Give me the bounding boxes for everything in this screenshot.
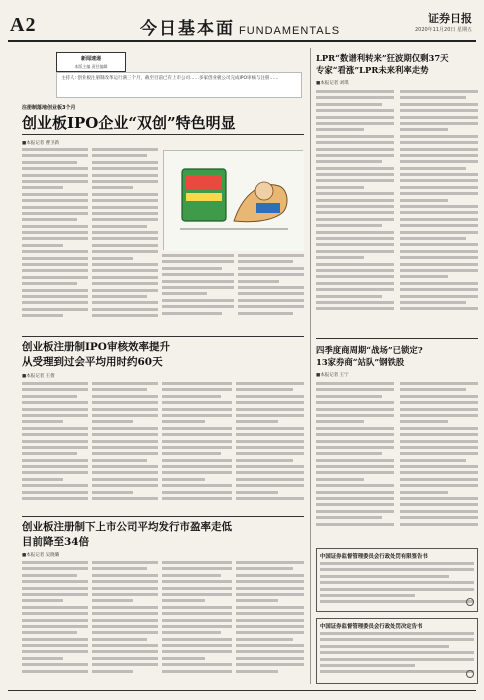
section-tag: 注册制落地创业板3个月 xyxy=(22,105,76,111)
lpr-headline-line1: LPR“数谱利转来”狂波期仅剩37天 xyxy=(316,53,449,63)
review-headline xyxy=(22,340,304,370)
quarter-headline xyxy=(316,344,478,368)
pe-headline-line1: 创业板注册制下上市公司平均发行市盈率走低 xyxy=(22,521,232,533)
notice-body-2 xyxy=(320,632,474,680)
section-title xyxy=(140,14,340,39)
notice-title-1: 中国证券监督管理委员会行政处罚有限签告书 xyxy=(320,554,428,560)
main-col-3 xyxy=(162,254,234,328)
masthead-logo: 证券日报 xyxy=(428,12,472,25)
official-stamp-2 xyxy=(466,670,474,678)
lead-intro-box: 主持人: 创业板注册制改革运行满三个月，截至目前已有上市公司……多家创业板公司完成IPO审核与注册…… xyxy=(56,72,302,98)
pe-col-4 xyxy=(236,561,304,685)
lead-banner-subtitle: 本版主编 责任编辑 xyxy=(74,64,108,69)
quarter-col-2 xyxy=(400,382,478,542)
header-rule xyxy=(8,40,476,42)
page-number: A2 xyxy=(10,14,37,36)
review-col-1 xyxy=(22,382,88,508)
main-headline-rule xyxy=(22,134,304,135)
main-headline: 创业板IPO企业“双创”特色明显 xyxy=(22,114,236,132)
page-header xyxy=(0,0,484,44)
review-col-4 xyxy=(236,382,304,508)
quarter-col-1 xyxy=(316,382,394,542)
notice-title-2: 中国证券监督管理委员会行政处罚决定告书 xyxy=(320,624,423,630)
review-headline-line1: 创业板注册制IPO审核效率提升 xyxy=(22,341,170,353)
notice-body-1 xyxy=(320,562,474,608)
review-rule xyxy=(22,336,304,337)
footer-rule xyxy=(8,690,476,691)
quarter-rule xyxy=(316,338,478,339)
masthead-date: 2020年11月20日 星期五 xyxy=(414,27,472,33)
review-col-2 xyxy=(92,382,158,508)
cartoon-illustration xyxy=(163,150,303,250)
quarter-headline-line2: 13家券商“站队”钢铁股 xyxy=(316,357,405,367)
pe-col-2 xyxy=(92,561,158,685)
cartoon-svg xyxy=(164,151,304,251)
section-title-cn: 今日基本面 xyxy=(140,19,235,39)
review-byline: ■本报记者 王倩 xyxy=(22,374,55,379)
lpr-col-1 xyxy=(316,90,394,330)
lpr-col-2 xyxy=(400,90,478,330)
main-col-2 xyxy=(92,148,158,328)
lpr-byline: ■本报记者 刘琪 xyxy=(316,81,349,86)
review-col-3 xyxy=(162,382,232,508)
main-byline: ■本报记者 曹卫新 xyxy=(22,141,60,146)
pe-col-1 xyxy=(22,561,88,685)
pe-byline: ■本报记者 吴晓璐 xyxy=(22,553,60,558)
column-divider xyxy=(310,48,311,684)
lead-banner xyxy=(56,52,126,72)
quarter-headline-line1: 四季度商周期“战场”已锁定? xyxy=(316,345,423,355)
pe-headline-line2: 目前降至34倍 xyxy=(22,536,90,548)
main-col-1 xyxy=(22,148,88,328)
pe-rule xyxy=(22,516,304,517)
pe-headline xyxy=(22,520,304,550)
quarter-byline: ■本报记者 王宁 xyxy=(316,373,349,378)
pe-col-3 xyxy=(162,561,232,685)
official-stamp-1 xyxy=(466,598,474,606)
review-headline-line2: 从受理到过会平均用时约60天 xyxy=(22,356,163,368)
lpr-headline xyxy=(316,52,476,76)
main-col-4 xyxy=(238,254,304,328)
lpr-headline-line2: 专家“看涨”LPR未来利率走势 xyxy=(316,65,429,75)
lead-banner-title: 新闻速递 xyxy=(80,56,101,62)
section-title-en: FUNDAMENTALS xyxy=(239,25,341,37)
